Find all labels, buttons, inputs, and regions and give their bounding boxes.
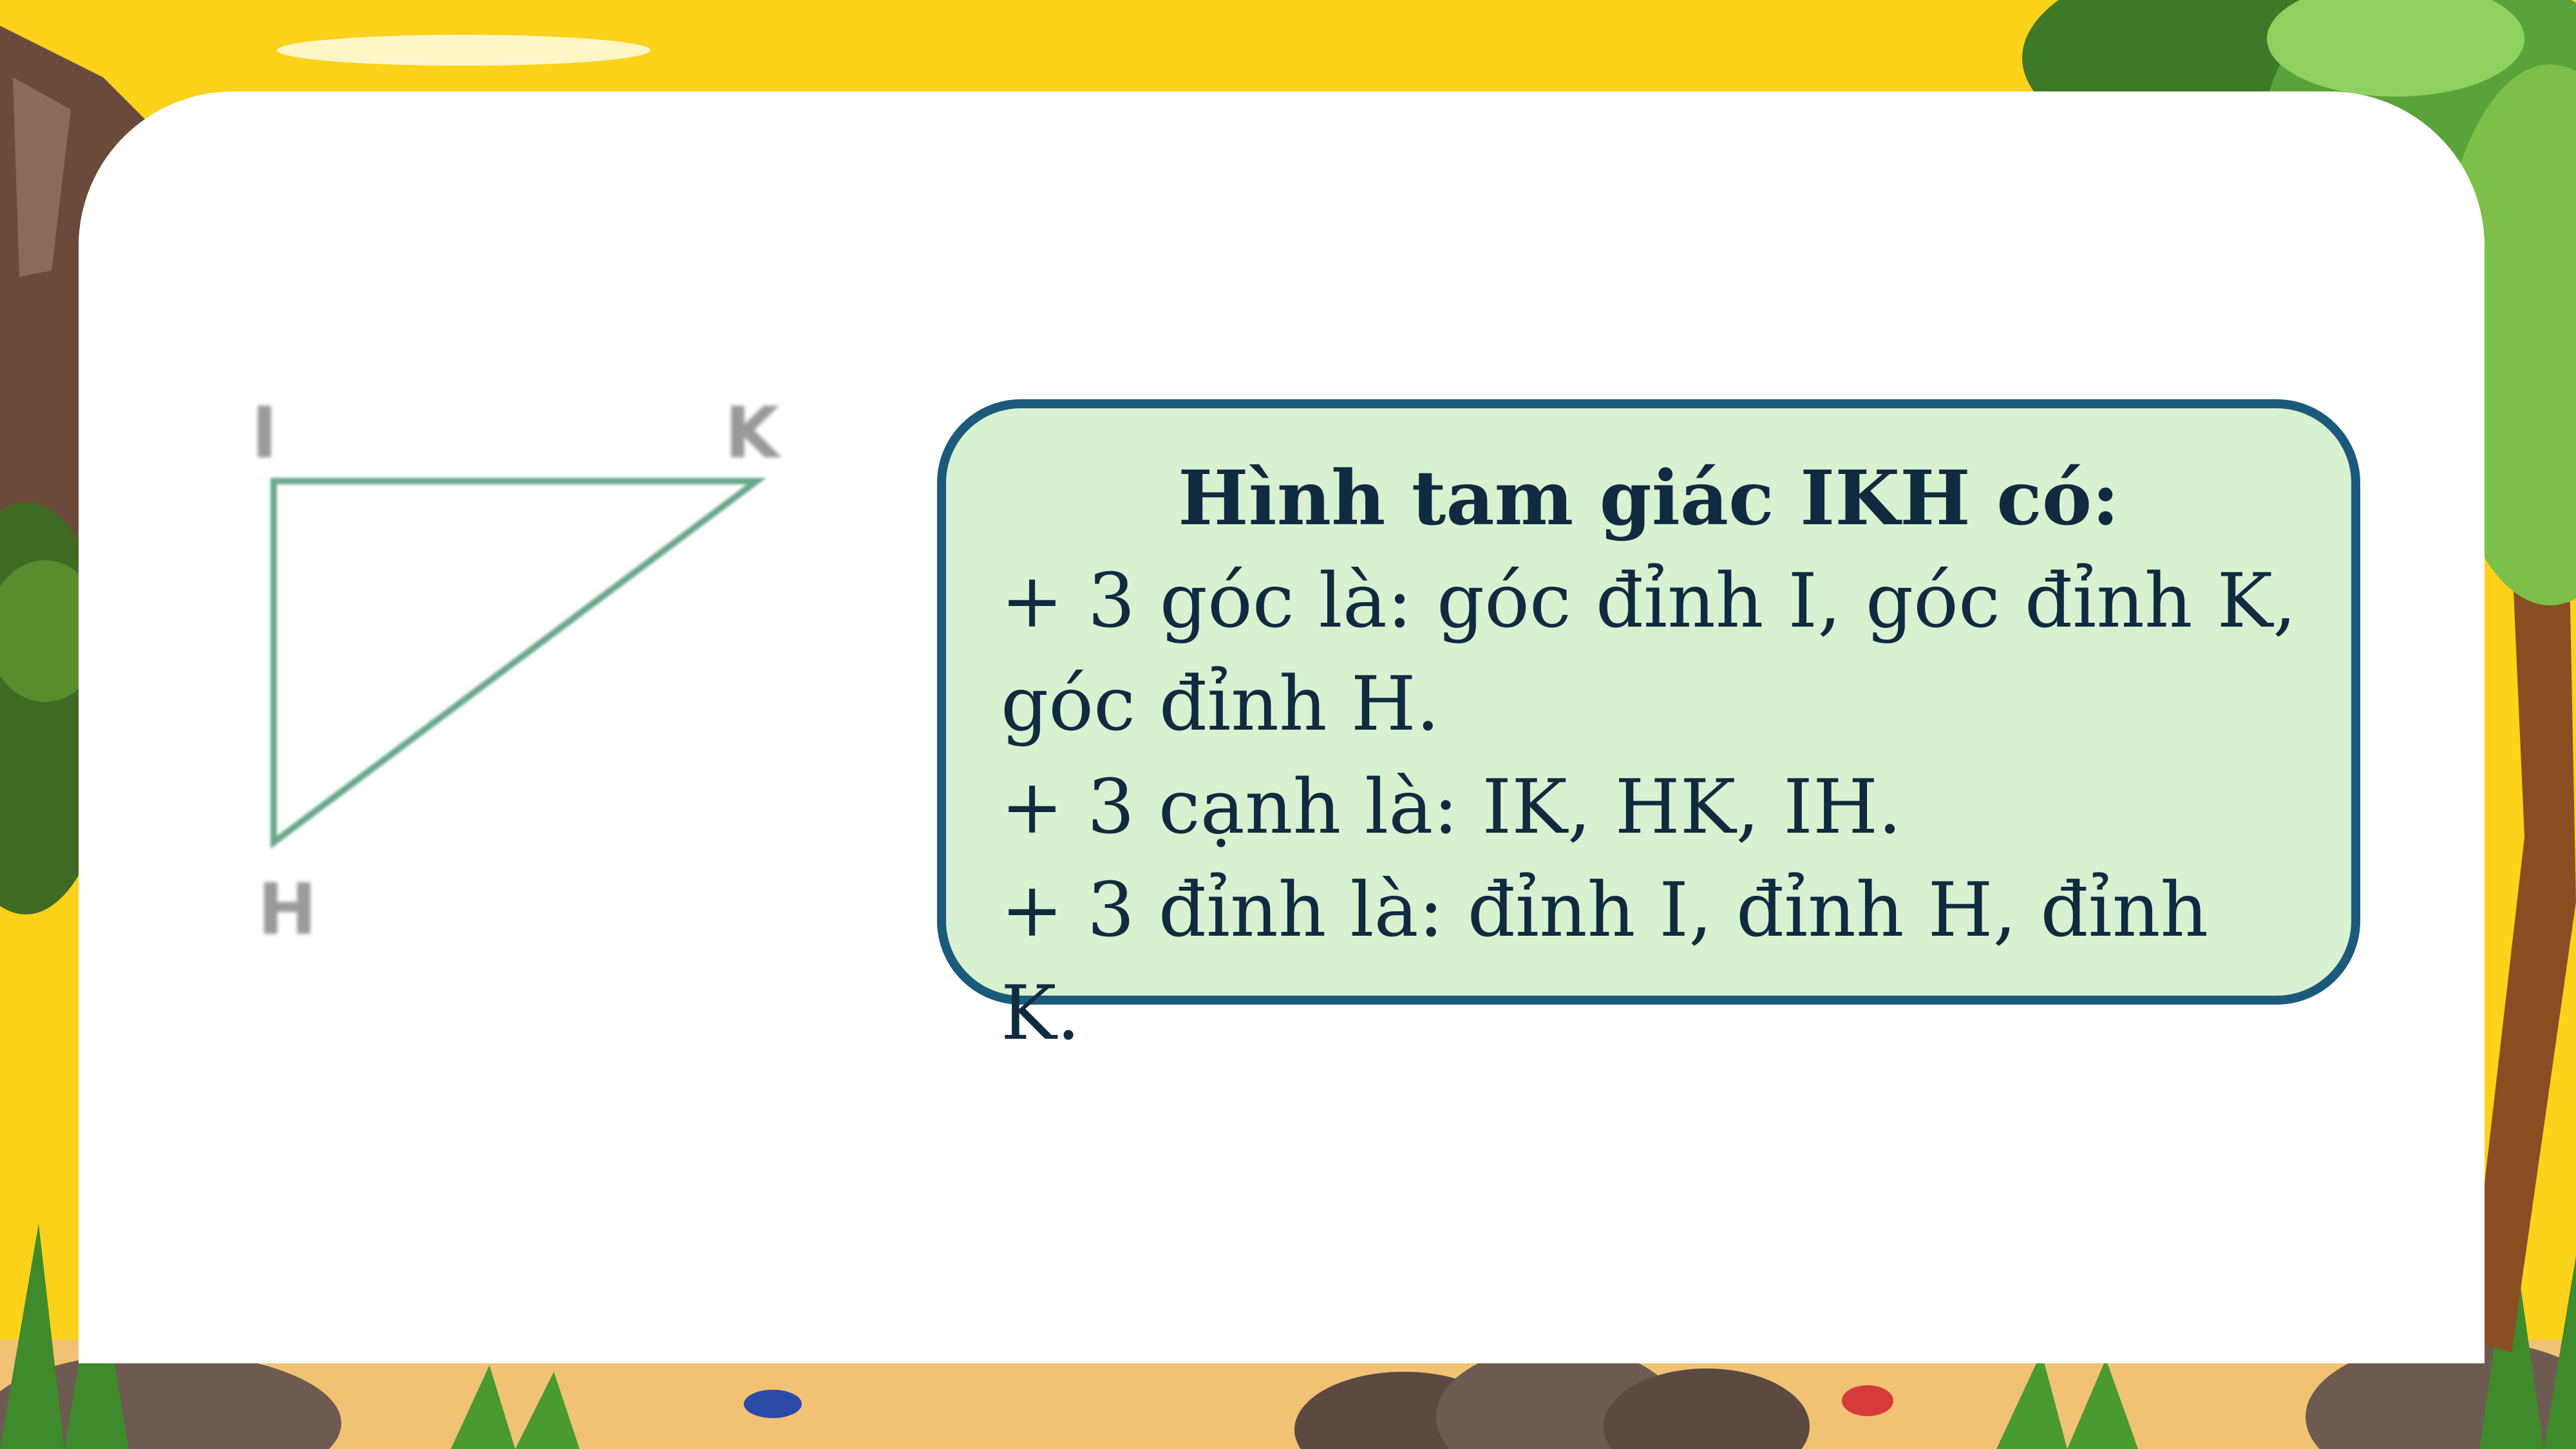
- triangle-info-box: [937, 399, 2360, 1057]
- triangle-ikh: [274, 481, 757, 842]
- vertex-label-k: K: [724, 392, 780, 474]
- triangle-figure: [232, 374, 811, 966]
- vertex-label-i: I: [251, 392, 278, 474]
- sides-line: + 3 cạnh là: IK, HK, IH.: [1001, 764, 1902, 851]
- shoe-decoration: [744, 1390, 802, 1418]
- vertex-label-h: H: [258, 868, 317, 951]
- cloud-decoration: [277, 35, 650, 66]
- vertices-line: + 3 đỉnh là: đỉnh I, đỉnh H, đỉnh K.: [1001, 867, 2209, 1057]
- angles-line: + 3 góc là: góc đỉnh I, góc đỉnh K, góc đỉnh H.: [1001, 558, 2297, 748]
- info-title: Hình tam giác IKH có:: [1178, 455, 2119, 542]
